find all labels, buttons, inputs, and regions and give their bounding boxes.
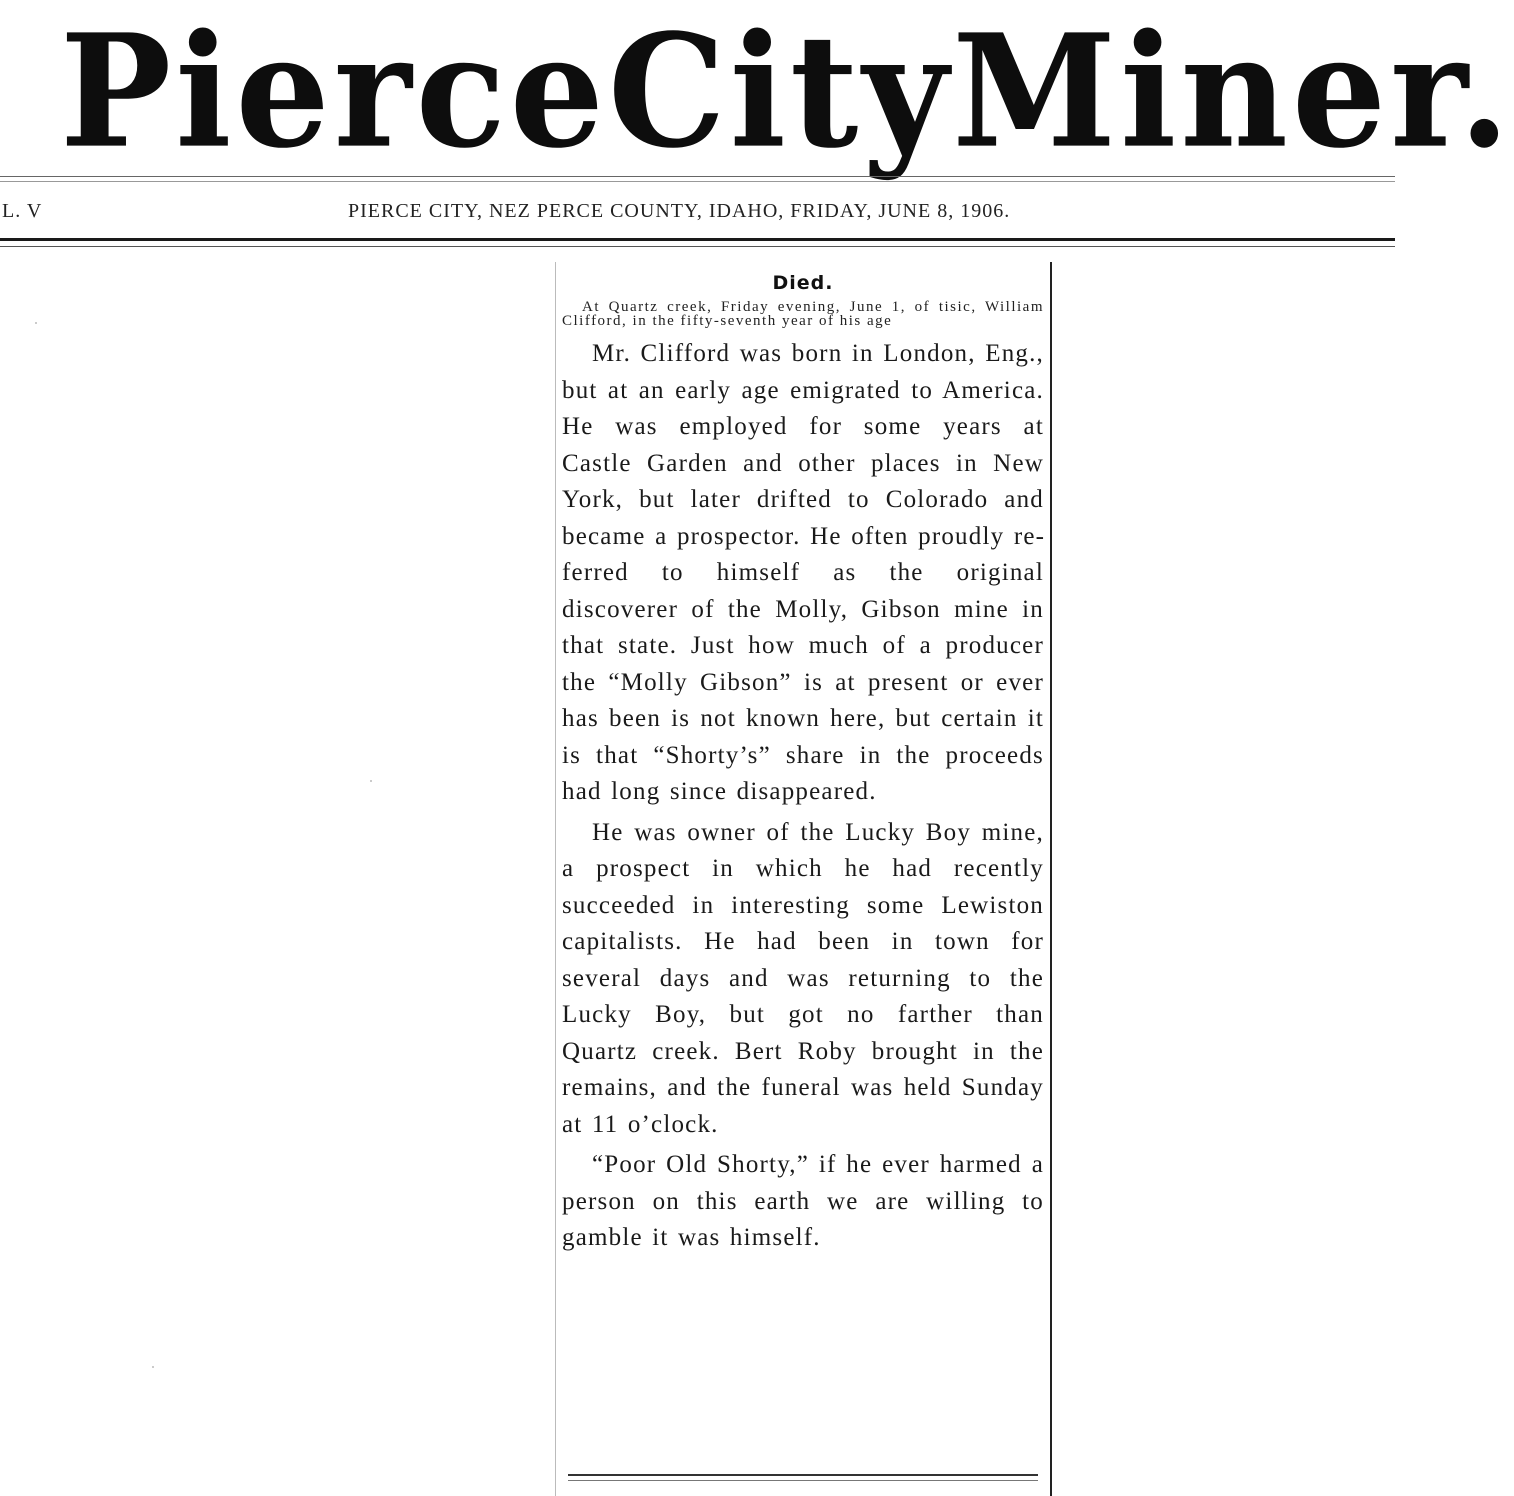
- volume-label: L. V: [2, 200, 43, 222]
- masthead-rule-bottom: [0, 181, 1395, 182]
- death-notice: At Quartz creek, Friday evening, June 1, of tisic, William Clifford, in the fifty-seventh year of his age: [562, 299, 1044, 329]
- paper-speck: [370, 780, 372, 782]
- article-paragraph-2: He was owner of the Lucky Boy mine, a prospect in which he had recently succeeded in interesting some Lewiston capitalists. He had been in town for several days and was returning to the Lucky Boy, but got no farther than Quartz creek. Bert Roby brought in the remains, and the funeral was held Sunday at 11 o’clock.: [562, 818, 1044, 1138]
- masthead-word-pierce: Pierce: [60, 0, 608, 182]
- column-divider-right: [1050, 262, 1052, 1496]
- article-column: [562, 262, 1044, 1496]
- article-end-rule: [568, 1474, 1038, 1476]
- masthead-word-miner: Miner.: [952, 0, 1514, 182]
- article-end-rule-thin: [568, 1480, 1038, 1481]
- dateline: PIERCE CITY, NEZ PERCE COUNTY, IDAHO, FRIDAY, JUNE 8, 1906.: [348, 200, 1011, 222]
- article-paragraph-1: Mr. Clifford was born in London, Eng., but at an early age emigrated to America. He was employed for some years at Castle Garden and other places in New York, but later drifted to Colorado and became a prospector. He often proudly referred to himself as the original discoverer of the Molly, Gibson mine in that state. Just how much of a producer the “Molly Gibson” is at present or ever has been is not known here, but certain it is that “Shorty’s” share in the proceeds had long since disappeared.: [562, 340, 1044, 805]
- dateline-rule-thin: [0, 246, 1395, 247]
- dateline-rule-heavy: [0, 238, 1395, 241]
- column-divider-left: [555, 262, 556, 1496]
- paper-speck: [35, 322, 37, 324]
- masthead-title: [60, 0, 1514, 182]
- article-headline: Died.: [772, 272, 834, 294]
- paper-speck: [152, 1366, 154, 1368]
- masthead-rule-top: [0, 176, 1395, 177]
- article-paragraph-3: “Poor Old Shorty,” if he ever harmed a person on this earth we are willing to gamble it was himself.: [562, 1151, 1044, 1251]
- masthead-word-city: City: [607, 0, 953, 182]
